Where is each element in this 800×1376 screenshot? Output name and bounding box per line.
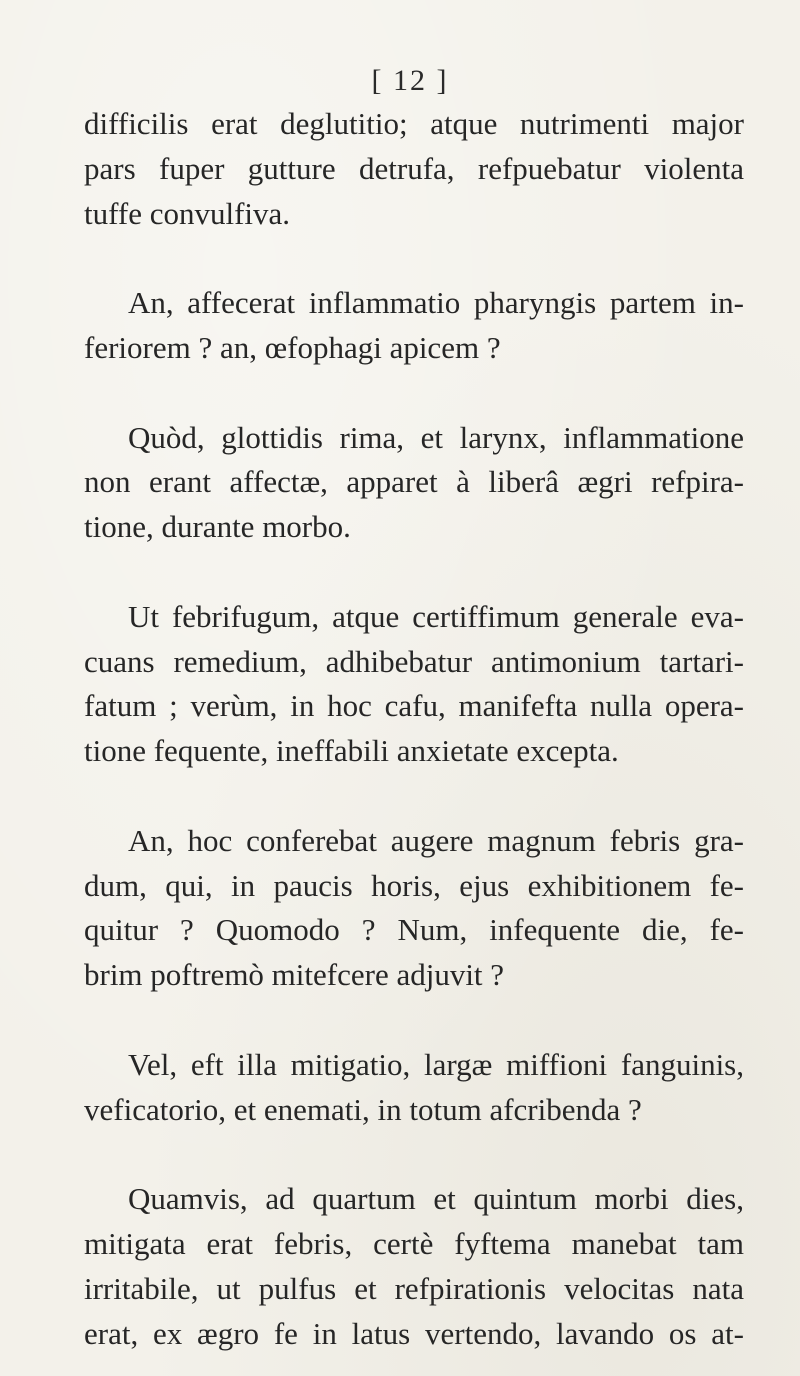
paragraph-1 [84,102,744,236]
paragraph-5 [84,819,744,998]
text-line: dum, qui, in paucis horis, ejus exhibitionem fe- [84,867,744,903]
text-line: difficilis erat deglutitio; atque nutrimenti major [84,106,744,141]
text-line: veficatorio, et enemati, in totum afcribenda ? [84,1091,642,1127]
body-text [84,102,744,1356]
text-line: tuffe convulfiva. [84,195,291,231]
page-number: [ 12 ] [371,64,449,97]
text-line: tione fequente, ineffabili anxietate excepta. [84,733,619,769]
paragraph-7 [84,1177,744,1356]
paragraph-3 [84,416,744,550]
text-line: quitur ? Quomodo ? Num, infequente die, fe- [84,912,744,948]
text-line: irritabile, ut pulfus et refpirationis velocitas nata [84,1270,744,1306]
text-line: Vel, eft illa mitigatio, largæ miffioni fanguinis, [128,1046,744,1082]
text-line: brim poftremò mitefcere adjuvit ? [84,957,505,993]
text-line: tione, durante morbo. [84,509,351,545]
text-line: An, affecerat inflammatio pharyngis partem in- [128,285,744,321]
paragraph-6 [84,1043,744,1133]
text-line: Ut febrifugum, atque certiffimum generale eva- [128,598,744,634]
text-line: fatum ; verùm, in hoc cafu, manifefta nulla opera- [84,688,744,724]
paragraph-4 [84,595,744,774]
text-line: erat, ex ægro fe in latus vertendo, lavando os at- [84,1315,744,1351]
text-line: An, hoc conferebat augere magnum febris gra- [128,822,744,858]
text-line: feriorem ? an, œfophagi apicem ? [84,329,501,365]
text-line: cuans remedium, adhibebatur antimonium tartari- [84,643,744,679]
text-line: Quamvis, ad quartum et quintum morbi dies, [128,1181,744,1217]
text-line: non erant affectæ, apparet à liberâ ægri refpira- [84,464,744,500]
text-line: Quòd, glottidis rima, et larynx, inflammatione [128,419,744,455]
text-line: mitigata erat febris, certè fyftema manebat tam [84,1225,744,1261]
paragraph-2 [84,281,744,371]
text-line: pars fuper gutture detrufa, refpuebatur violenta [84,150,744,186]
